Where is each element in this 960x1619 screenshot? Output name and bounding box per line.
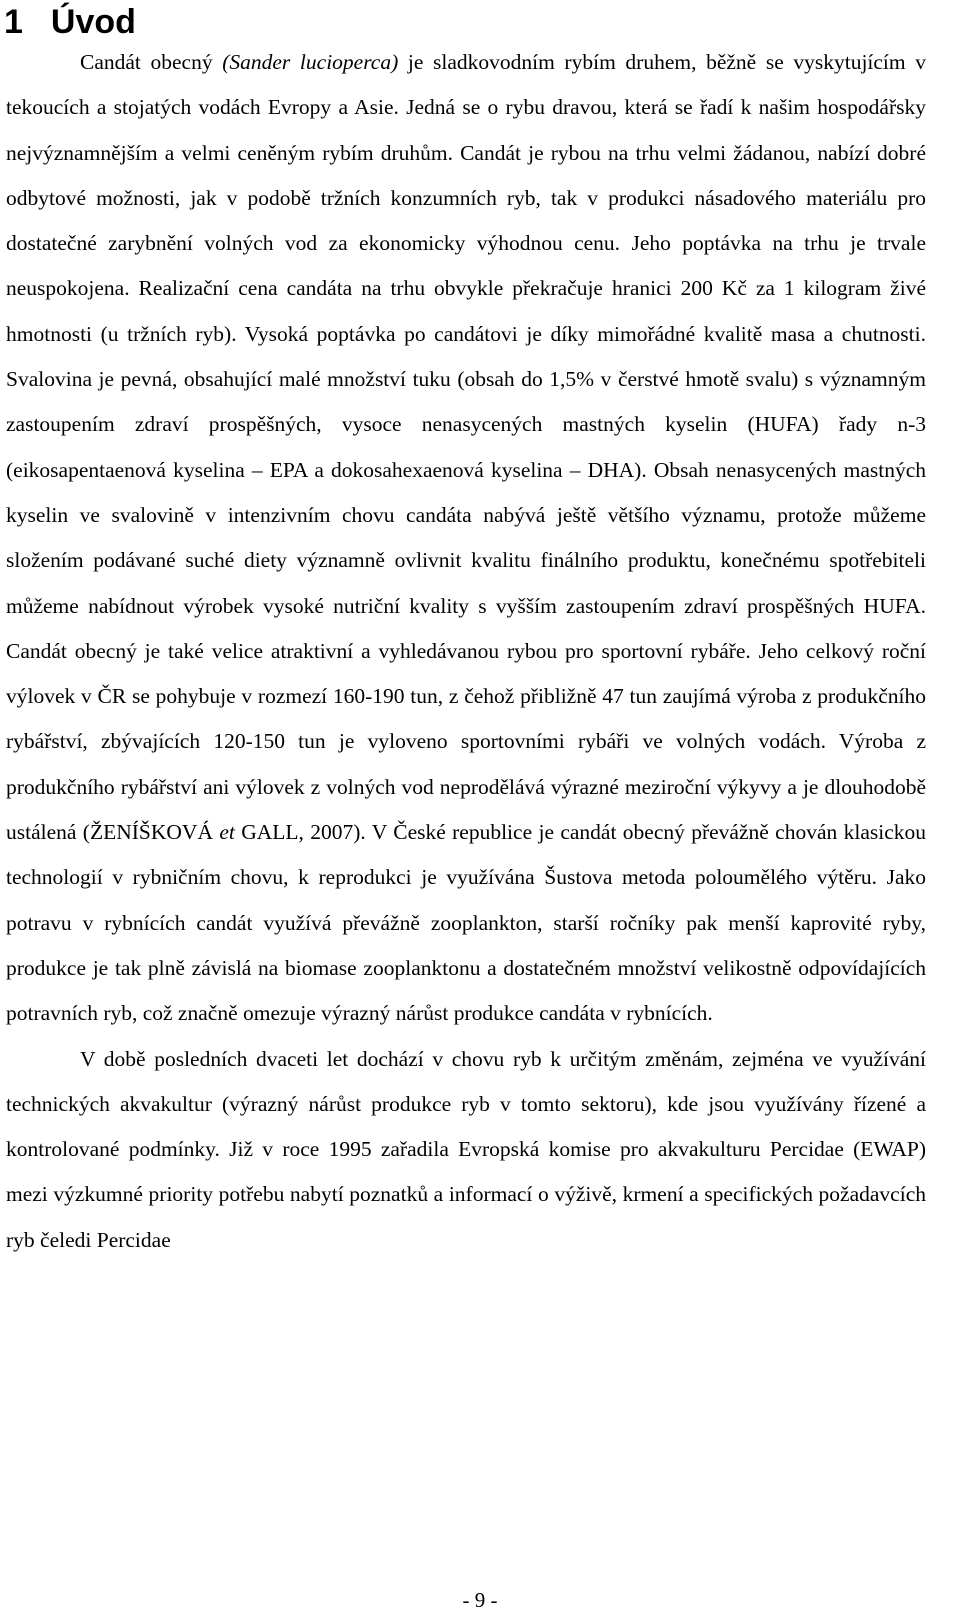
body-text — [6, 40, 926, 1263]
section-heading — [4, 0, 136, 44]
paragraph-1-body: je sladkovodním rybím druhem, běžně se vyskytujícím v tekoucích a stojatých vodách Evropy a Asie. Jedná se o rybu dravou, která se řadí k našim hospodářsky nejvýznamnějším a velmi ceněným rybím druhům. Candát je rybou na trhu velmi žádanou, nabízí dobré odbytové možnosti, jak v podobě tržních konzumních ryb, tak v produkci násadového materiálu pro dostatečné zarybnění volných vod za ekonomicky výhodnou cenu. Jeho poptávka na trhu je trvale neuspokojena. Realizační cena candáta na trhu obvykle překračuje hranici 200 Kč za 1 kilogram živé hmotnosti (u tržních ryb). Vysoká poptávka po candátovi je díky mimořádné kvalitě masa a chutnosti. Svalovina je pevná, obsahující malé množství tuku (obsah do 1,5% v čerstvé hmotě svalu) s významným zastoupením zdraví prospěšných, vysoce nenasycených mastných kyselin (HUFA) řady n-3 (eikosapentaenová kyselina – EPA a dokosahexaenová kyselina – DHA). Obsah nenasycených mastných kyselin ve svalovině v intenzivním chovu candáta nabývá ještě většího významu, protože můžeme složením podávané suché diety významně ovlivnit kvalitu finálního produktu, konečnému spotřebiteli můžeme nabídnout výrobek vysoké nutriční kvality s vyšším zastoupením zdraví prospěšných HUFA. Candát obecný je také velice atraktivní a vyhledávanou rybou pro sportovní rybáře. Jeho celkový roční výlovek v ČR se pohybuje v rozmezí 160-190 tun, z čehož přibližně 47 tun zaujímá výroba z produkčního rybářství, zbývajících 120-150 tun je vyloveno sportovními rybáři ve volných vodách. Výroba z produkčního rybářství ani výlovek z volných vod neprodělává výrazné meziroční výkyvy a je dlouhodobě ustálená (ŽENÍŠKOVÁ — [6, 50, 926, 845]
paragraph-1-end: GALL, 2007). V České republice je candát obecný převážně chován klasickou technologií v rybničním chovu, k reprodukci je využívána Šustova metoda polouměléhо výtěru. Jako potravu v rybnících candát využívá převážně zooplankton, starší ročníky pak menší kaprovité ryby, produkce je tak plně závislá na biomase zooplanktonu a dostatečném množství velikostně odpovídajících potravních ryb, což značně omezuje výrazný nárůst produkce candáta v rybnících. — [6, 820, 926, 1026]
section-number: 1 — [4, 3, 23, 41]
species-latin-name: (Sander lucioperca) — [222, 50, 399, 74]
paragraph-2: V době posledních dvaceti let dochází v chovu ryb k určitým změnám, zejména ve využívání technických akvakultur (výrazný nárůst produkce ryb v tomto sektoru), kde jsou využívány řízené a kontrolované podmínky. Již v roce 1995 zařadila Evropská komise pro akvakulturu Percidae (EWAP) mezi výzkumné priority potřebu nabytí poznatků a informací o výživě, krmení a specifických požadavcích ryb čeledi Percidae — [6, 1046, 926, 1252]
citation-et: et — [219, 820, 235, 845]
page-number: - 9 - — [462, 1588, 498, 1612]
paragraph-1 — [6, 40, 926, 1037]
section-title: Úvod — [50, 3, 136, 41]
paragraph-1-start: Candát obecný — [80, 50, 223, 74]
